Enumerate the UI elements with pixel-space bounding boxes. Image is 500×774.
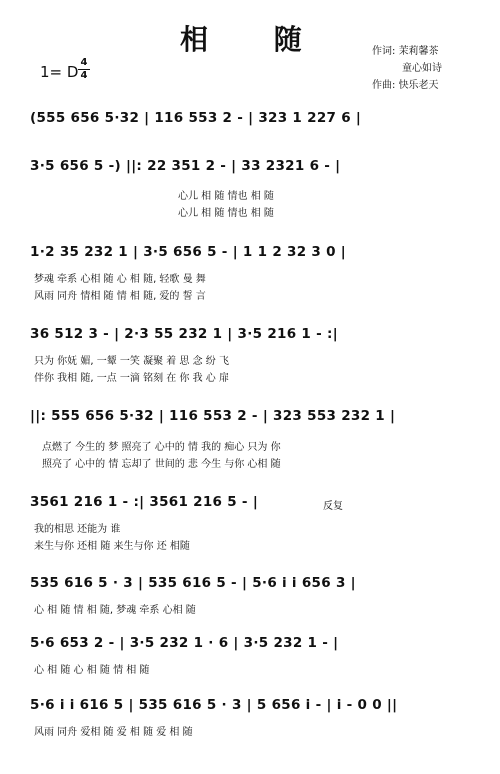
- time-signature: [78, 58, 90, 81]
- lyricist-label: 作词:: [372, 46, 396, 57]
- composer-name: 快乐老天: [398, 80, 439, 91]
- lyric-line-8-1: 心 相 随 心 相 随 情 相 随: [34, 665, 150, 676]
- lyric-line-3-2: 风雨 同舟 情相 随 情 相 随, 爱的 誓 言: [34, 291, 206, 302]
- lyric-line-2-2: 心儿 相 随 情也 相 随: [178, 208, 274, 219]
- lyricist-name-2: 童心如诗: [402, 63, 442, 74]
- lyric-line-6-1: 我的相思 还能为 谁: [34, 524, 121, 535]
- notation-line-9: 5·6 i i 616 5 | 535 616 5 · 3 | 5 656 i - | i - 0 0 ||: [30, 697, 398, 713]
- lyric-line-6-2: 来生与你 还相 随 来生与你 还 相随: [34, 541, 190, 552]
- lyricist-name-1: 茉莉馨茶: [398, 46, 439, 57]
- notation-line-8: 5·6 653 2 - | 3·5 232 1 · 6 | 3·5 232 1 - |: [30, 635, 339, 651]
- lyric-line-5-1: 点燃了 今生的 梦 照亮了 心中的 情 我的 痴心 只为 你: [42, 442, 281, 453]
- time-signature-top: 4: [80, 57, 88, 68]
- lyric-line-7-1: 心 相 随 情 相 随, 梦魂 牵系 心相 随: [34, 605, 196, 616]
- lyric-line-9-1: 风雨 同舟 爱相 随 爱 相 随 爱 相 随: [34, 727, 193, 738]
- notation-line-7: 535 616 5 · 3 | 535 616 5 - | 5·6 i i 656 3 |: [30, 575, 356, 591]
- notation-line-4: 36 512 3 - | 2·3 55 232 1 | 3·5 216 1 - :|: [30, 326, 338, 342]
- repeat-note: 反复: [323, 501, 343, 512]
- notation-line-2: 3·5 656 5 -) ||: 22 351 2 - | 33 2321 6 - |: [30, 158, 341, 174]
- notation-line-5: ||: 555 656 5·32 | 116 553 2 - | 323 553 232 1 |: [30, 408, 396, 424]
- lyric-line-4-1: 只为 你妩 媚, 一颦 一笑 凝聚 着 思 念 纷 飞: [34, 356, 229, 367]
- lyricist-credit: [372, 42, 439, 57]
- notation-line-1: (555 656 5·32 | 116 553 2 - | 323 1 227 6 |: [30, 110, 362, 126]
- page-title: 相 随: [180, 23, 330, 56]
- composer-credit: [372, 76, 439, 91]
- lyric-line-5-2: 照亮了 心中的 情 忘却了 世间的 悲 今生 与你 心相 随: [42, 459, 281, 470]
- lyric-line-2-1: 心儿 相 随 情也 相 随: [178, 191, 274, 202]
- time-signature-bottom: 4: [80, 70, 88, 81]
- composer-label: 作曲:: [372, 80, 396, 91]
- notation-line-6: 3561 216 1 - :| 3561 216 5 - |: [30, 494, 259, 510]
- key-signature: 1= D: [40, 63, 79, 81]
- notation-line-3: 1·2 35 232 1 | 3·5 656 5 - | 1 1 2 32 3 0 |: [30, 244, 347, 260]
- lyric-line-4-2: 伴你 我相 随, 一点 一滴 铭刻 在 你 我 心 扉: [34, 373, 229, 384]
- lyric-line-3-1: 梦魂 牵系 心相 随 心 相 随, 轻歌 曼 舞: [34, 274, 206, 285]
